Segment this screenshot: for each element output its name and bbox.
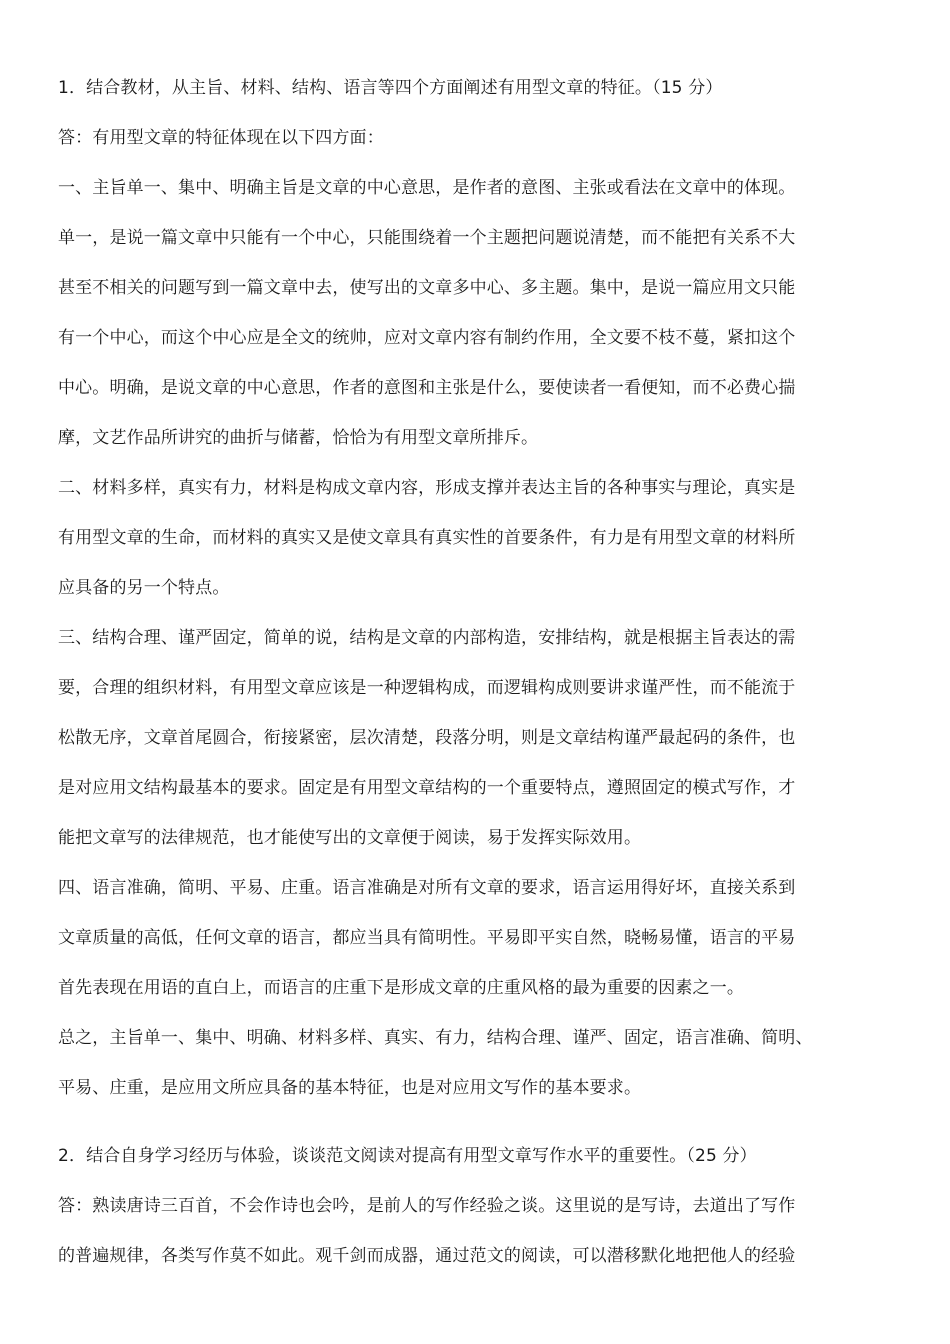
answer-1-line: 文章质量的高低，任何文章的语言，都应当具有简明性。平易即平实自然，晓畅易懂，语言的平易	[58, 928, 796, 948]
question-1-title: 1．结合教材，从主旨、材料、结构、语言等四个方面阐述有用型文章的特征。（15 分）	[58, 78, 723, 98]
answer-1-line: 能把文章写的法律规范，也才能使写出的文章便于阅读，易于发挥实际效用。	[58, 828, 642, 848]
answer-1-line: 应具备的另一个特点。	[58, 578, 230, 598]
answer-1-line: 中心。明确，是说文章的中心意思，作者的意图和主张是什么，要使读者一看便知，而不必费心揣	[58, 378, 796, 398]
answer-1-line: 有一个中心，而这个中心应是全文的统帅，应对文章内容有制约作用，全文要不枝不蔓，紧扣这个	[58, 328, 796, 348]
question-2-title: 2．结合自身学习经历与体验，谈谈范文阅读对提高有用型文章写作水平的重要性。（25 分）	[58, 1146, 757, 1166]
answer-1-line: 摩，文艺作品所讲究的曲折与储蓄，恰恰为有用型文章所排斥。	[58, 428, 539, 448]
answer-1-line: 要，合理的组织材料，有用型文章应该是一种逻辑构成，而逻辑构成则要讲求谨严性，而不能流于	[58, 678, 796, 698]
answer-1-line: 二、材料多样，真实有力，材料是构成文章内容，形成支撑并表达主旨的各种事实与理论，真实是	[58, 478, 796, 498]
answer-1-line: 平易、庄重，是应用文所应具备的基本特征，也是对应用文写作的基本要求。	[58, 1078, 642, 1098]
answer-1-line: 单一，是说一篇文章中只能有一个中心，只能围绕着一个主题把问题说清楚，而不能把有关系不大	[58, 228, 796, 248]
answer-1-line: 甚至不相关的问题写到一篇文章中去，使写出的文章多中心、多主题。集中，是说一篇应用文只能	[58, 278, 796, 298]
answer-1-line: 是对应用文结构最基本的要求。固定是有用型文章结构的一个重要特点，遵照固定的模式写作，才	[58, 778, 796, 798]
answer-1-line: 松散无序，文章首尾圆合，衔接紧密，层次清楚，段落分明，则是文章结构谨严最起码的条件，也	[58, 728, 796, 748]
question-1-answer-intro: 答：有用型文章的特征体现在以下四方面：	[58, 128, 384, 148]
answer-1-line: 首先表现在用语的直白上，而语言的庄重下是形成文章的庄重风格的最为重要的因素之一。	[58, 978, 744, 998]
answer-1-line: 有用型文章的生命，而材料的真实又是使文章具有真实性的首要条件，有力是有用型文章的材料所	[58, 528, 796, 548]
answer-1-line: 四、语言准确，简明、平易、庄重。语言准确是对所有文章的要求，语言运用得好坏，直接关系到	[58, 878, 796, 898]
answer-1-line: 三、结构合理、谨严固定，简单的说，结构是文章的内部构造，安排结构，就是根据主旨表达的需	[58, 628, 796, 648]
answer-1-line: 一、主旨单一、集中、明确主旨是文章的中心意思，是作者的意图、主张或看法在文章中的体现。	[58, 178, 796, 198]
answer-2-line: 的普遍规律，各类写作莫不如此。观千剑而成器，通过范文的阅读，可以潜移默化地把他人的经验	[58, 1246, 796, 1266]
answer-2-line: 答：熟读唐诗三百首，不会作诗也会吟，是前人的写作经验之谈。这里说的是写诗，去道出了写作	[58, 1196, 796, 1216]
answer-1-line: 总之，主旨单一、集中、明确、材料多样、真实、有力，结构合理、谨严、固定，语言准确、简明、	[58, 1028, 813, 1048]
